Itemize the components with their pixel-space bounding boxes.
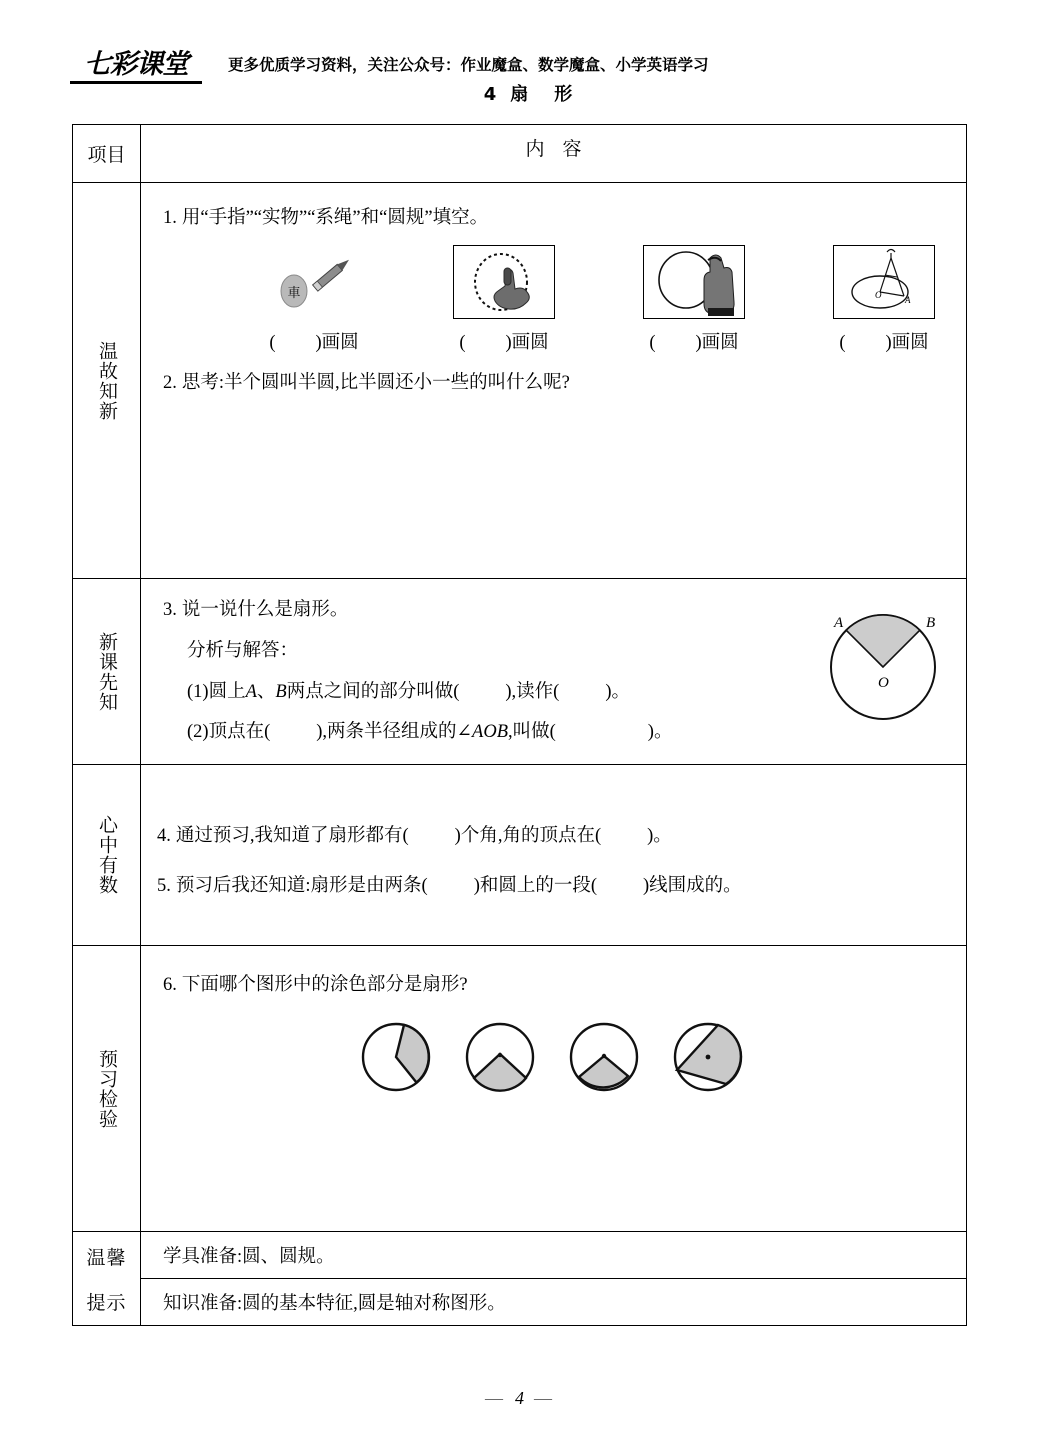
svg-text:A: A <box>905 294 911 305</box>
section-understanding-label: 心中有数 <box>96 815 118 895</box>
shape-option-3[interactable] <box>567 1020 641 1094</box>
item2-end: )。 <box>647 722 673 743</box>
question-5-part-a: 预习后我还知道:扇形是由两条( <box>175 875 428 896</box>
section-preview <box>73 579 966 765</box>
figure-caption-4-open: ( <box>839 332 846 353</box>
footer-dash-right: — <box>534 1388 554 1408</box>
item1-point-b: B <box>275 681 287 702</box>
section-preview-body <box>141 579 966 764</box>
figure-row <box>141 233 979 354</box>
section-review-label: 温故知新 <box>96 340 118 421</box>
brand-logo-underline <box>70 81 202 84</box>
figure-caption-4 <box>789 328 979 354</box>
lesson-title-b: 形 <box>554 84 573 105</box>
figure-caption-2-open: ( <box>459 332 466 353</box>
figure-caption-2 <box>409 328 599 354</box>
tips-label-cell <box>73 1232 141 1325</box>
lesson-title-a: 扇 <box>510 84 529 105</box>
figure-caption-2-close: )画圆 <box>505 332 549 353</box>
tips-line-2: 知识准备:圆的基本特征,圆是轴对称图形。 <box>163 1294 506 1314</box>
tips-label-line1: 温馨 <box>86 1247 127 1269</box>
question-4-part-c: )。 <box>647 826 672 846</box>
table-header-item-label: 项目 <box>87 145 126 166</box>
tips-line-1: 学具准备:圆、圆规。 <box>141 1232 966 1279</box>
section-understanding-label-cell <box>73 765 141 945</box>
finger-tracing-circle-icon <box>453 245 555 319</box>
worksheet-table <box>72 124 967 1326</box>
coin-and-pencil-icon <box>264 247 364 319</box>
question-5 <box>141 873 966 901</box>
shape-option-2[interactable] <box>463 1020 537 1094</box>
question-3-text: 说一说什么是扇形。 <box>181 600 349 620</box>
shape-option-4[interactable] <box>671 1020 745 1094</box>
brand-logo-text: 七彩课堂 <box>84 49 188 80</box>
section-understanding-body <box>141 765 966 945</box>
svg-text:車: 車 <box>287 285 301 301</box>
question-6-number: 6. <box>163 975 177 995</box>
question-4-number: 4. <box>157 826 171 846</box>
question-4-part-b: )个角,角的顶点在( <box>454 826 602 846</box>
figure-caption-3-close: )画圆 <box>695 332 739 353</box>
tips-section <box>73 1232 966 1325</box>
table-header-content-a: 内 <box>525 139 545 160</box>
figure-cell-2 <box>409 245 599 354</box>
item1-point-a: A <box>245 681 257 702</box>
figure-cell-4 <box>789 245 979 354</box>
question-1-text: 用“手指”“实物”“系绳”和“圆规”填空。 <box>181 208 489 228</box>
section-preview-label: 新课先知 <box>96 631 118 712</box>
page-header <box>0 0 1039 118</box>
page-footer <box>0 1388 1039 1409</box>
question-3-number: 3. <box>163 600 177 620</box>
hand-with-string-circle-icon <box>643 245 745 319</box>
figure-cell-3 <box>599 245 789 354</box>
question-5-part-b: )和圆上的一段( <box>473 875 598 896</box>
figure-caption-1-open: ( <box>269 332 276 353</box>
page-title <box>228 80 828 106</box>
shape-options-row <box>141 1000 966 1094</box>
table-header-col-item <box>73 125 141 182</box>
item2-mid: ),两条半径组成的∠ <box>316 722 473 743</box>
tips-body <box>141 1232 966 1325</box>
item2-prefix: (2)顶点在( <box>187 722 271 743</box>
figure-caption-3-open: ( <box>649 332 656 353</box>
circle-with-sector-diagram <box>818 595 948 725</box>
brand-logo <box>70 50 202 84</box>
table-header-row <box>73 125 966 183</box>
circle-label-a: A <box>834 615 844 631</box>
question-2-number: 2. <box>163 372 177 393</box>
promo-text: 更多优质学习资料，关注公众号：作业魔盒、数学魔盒、小学英语学习 <box>228 56 709 74</box>
section-check-body <box>141 946 966 1231</box>
table-header-col-content <box>141 125 966 182</box>
table-header-content-label <box>141 125 966 170</box>
question-2-text: 思考:半个圆叫半圆,比半圆还小一些的叫什么呢? <box>181 372 570 393</box>
figure-caption-4-close: )画圆 <box>885 332 929 353</box>
footer-dash-left: — <box>485 1388 505 1408</box>
circle-label-b: B <box>926 615 936 631</box>
section-check-label-cell <box>73 946 141 1231</box>
question-2 <box>141 370 979 398</box>
svg-text:O: O <box>875 289 882 300</box>
question-5-part-c: )线围成的。 <box>643 875 742 896</box>
shape-option-1[interactable] <box>359 1020 433 1094</box>
tips-label-line2: 提示 <box>86 1292 127 1314</box>
section-review-label-cell <box>73 183 141 578</box>
analysis-label: 分析与解答： <box>187 640 299 661</box>
item1-mid2: ),读作( <box>505 681 560 702</box>
item1-mid: 两点之间的部分叫做( <box>286 681 460 702</box>
section-review-body <box>141 183 979 578</box>
figure-caption-1-close: )画圆 <box>315 332 359 353</box>
footer-page-number: 4 <box>515 1388 524 1408</box>
figure-caption-3 <box>599 328 789 354</box>
item2-mid2: ,叫做( <box>508 722 556 743</box>
question-1 <box>141 205 979 233</box>
question-1-number: 1. <box>163 208 177 228</box>
circle-label-o: O <box>878 675 889 691</box>
section-review <box>73 183 966 579</box>
lesson-number: 4 <box>483 84 497 105</box>
section-understanding <box>73 765 966 946</box>
item1-prefix: (1)圆上 <box>187 681 246 702</box>
question-4 <box>141 823 966 851</box>
section-preview-label-cell <box>73 579 141 764</box>
question-6-text: 下面哪个图形中的涂色部分是扇形? <box>181 975 468 995</box>
section-check <box>73 946 966 1232</box>
figure-cell-1 <box>219 247 409 354</box>
item2-angle: AOB <box>472 722 508 743</box>
question-6 <box>141 972 966 1000</box>
item1-end: )。 <box>605 681 631 702</box>
section-check-label: 预习检验 <box>96 1048 118 1129</box>
table-header-content-b: 容 <box>562 139 582 160</box>
compass-drawing-circle-icon <box>833 245 935 319</box>
question-4-part-a: 通过预习,我知道了扇形都有( <box>175 826 409 846</box>
question-5-number: 5. <box>157 875 171 896</box>
item1-separator: 、 <box>256 681 276 702</box>
figure-caption-1 <box>219 328 409 354</box>
